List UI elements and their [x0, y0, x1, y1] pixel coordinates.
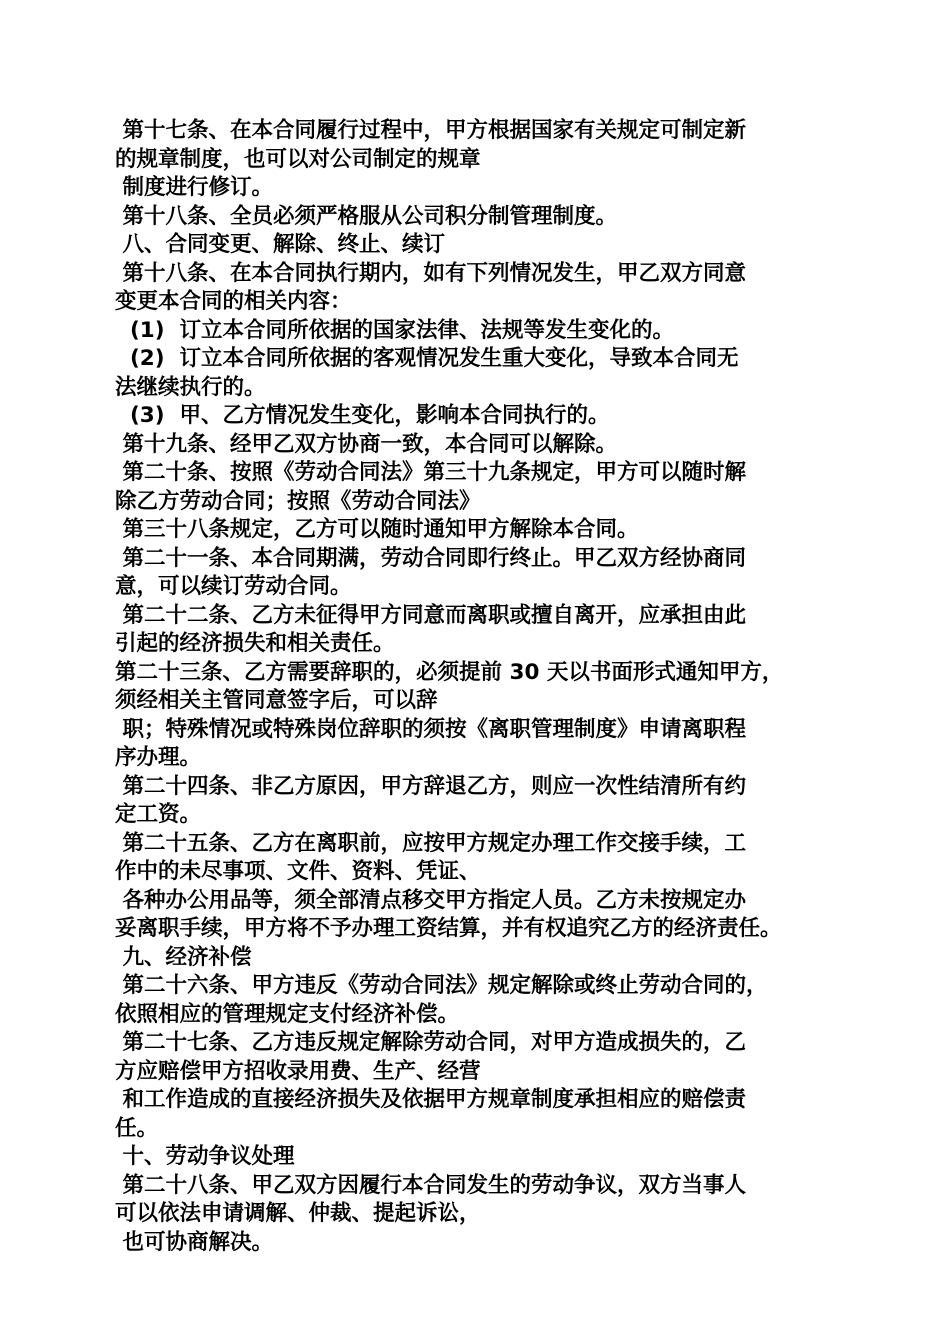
- text-line: 引起的经济损失和相关责任。: [115, 631, 395, 656]
- section-heading: 九、经济补偿: [115, 944, 252, 970]
- text-line: 第二十二条、乙方未征得甲方同意而离职或擅自离开，应承担由此: [115, 602, 746, 628]
- text-line: 变更本合同的相关内容：: [115, 289, 352, 314]
- text-line: 可以依法申请调解、仲裁、提起诉讼，: [115, 1201, 481, 1226]
- text-line: 作中的未尽事项、文件、资料、凭证、: [115, 859, 481, 884]
- text-line: 须经相关主管同意签字后，可以辞: [115, 688, 438, 713]
- text-line: 第二十四条、非乙方原因，甲方辞退乙方，则应一次性结清所有约: [115, 773, 746, 799]
- text-line: 依照相应的管理规定支付经济补偿。: [115, 1001, 460, 1027]
- text-line: 和工作造成的直接经济损失及依据甲方规章制度承担相应的赔偿责: [115, 1087, 746, 1112]
- text-line: 第二十三条、乙方需要辞职的，必须提前 30 天以书面形式通知甲方，: [115, 659, 784, 685]
- text-line: 第十九条、经甲乙双方协商一致，本合同可以解除。: [115, 431, 617, 457]
- text-line: 制度进行修订。: [115, 175, 273, 200]
- list-item: (3) 甲、乙方情况发生变化，影响本合同执行的。: [115, 403, 610, 428]
- list-item: (2) 订立本合同所依据的客观情况发生重大变化，导致本合同无: [115, 346, 739, 371]
- text-line: 第十八条、在本合同执行期内，如有下列情况发生，甲乙双方同意: [115, 260, 746, 286]
- text-line: 定工资。: [115, 802, 202, 827]
- text-line: 法继续执行的。: [115, 374, 266, 400]
- text-line: 任。: [115, 1115, 159, 1141]
- text-line: 序办理。: [115, 745, 202, 770]
- text-line: 第二十七条、乙方违反规定解除劳动合同，对甲方造成损失的，乙: [115, 1030, 746, 1055]
- document-body: [115, 117, 855, 1257]
- section-heading: 十、劳动争议处理: [115, 1144, 295, 1169]
- text-line: 第二十八条、甲乙双方因履行本合同发生的劳动争议，双方当事人: [115, 1172, 746, 1198]
- text-line: 除乙方劳动合同；按照《劳动合同法》: [115, 488, 481, 514]
- text-line: 各种办公用品等，须全部清点移交甲方指定人员。乙方未按规定办: [115, 887, 746, 913]
- text-line: 的规章制度，也可以对公司制定的规章: [115, 146, 481, 172]
- text-line: 第二十一条、本合同期满，劳动合同即行终止。甲乙双方经协商同: [115, 545, 746, 571]
- list-item: (1) 订立本合同所依据的国家法律、法规等发生变化的。: [115, 317, 675, 343]
- text-line: 第二十六条、甲方违反《劳动合同法》规定解除或终止劳动合同的，: [115, 973, 768, 998]
- text-line: 第十七条、在本合同履行过程中，甲方根据国家有关规定可制定新: [115, 118, 746, 143]
- text-line: 第二十五条、乙方在离职前，应按甲方规定办理工作交接手续，工: [115, 830, 746, 856]
- text-line: 第三十八条规定，乙方可以随时通知甲方解除本合同。: [115, 517, 639, 542]
- text-line: 方应赔偿甲方招收录用费、生产、经营: [115, 1058, 481, 1084]
- text-line: 第二十条、按照《劳动合同法》第三十九条规定，甲方可以随时解: [115, 460, 746, 485]
- text-line: 职；特殊情况或特殊岗位辞职的须按《离职管理制度》申请离职程: [115, 716, 746, 742]
- text-line: 意，可以续订劳动合同。: [115, 574, 352, 599]
- text-line: 也可协商解决。: [115, 1229, 273, 1255]
- section-heading: 八、合同变更、解除、终止、续订: [115, 232, 445, 257]
- text-line: 妥离职手续，甲方将不予办理工资结算，并有权追究乙方的经济责任。: [115, 916, 782, 941]
- text-line: 第十八条、全员必须严格服从公司积分制管理制度。: [115, 203, 617, 229]
